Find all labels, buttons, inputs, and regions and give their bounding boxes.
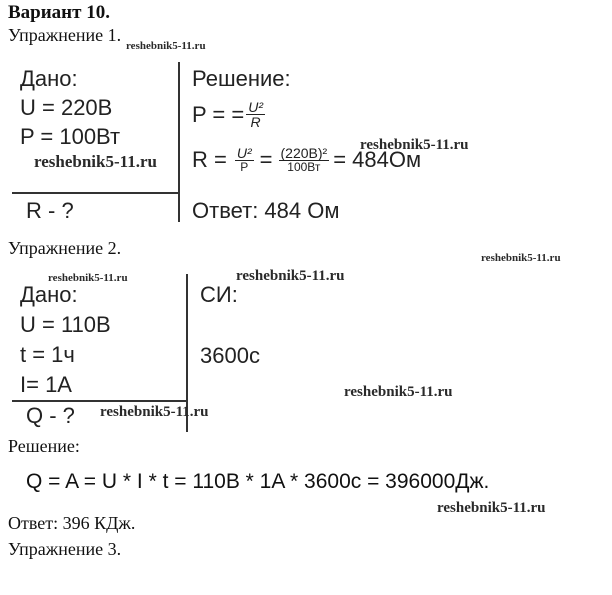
resistance-numeric-denominator: 100Вт	[287, 160, 321, 174]
answer-1: Ответ: 484 Ом	[192, 198, 340, 223]
watermark: reshebnik5-11.ru	[437, 500, 546, 516]
ex1-horizontal-divider	[12, 192, 180, 194]
exercise-1-heading: Упражнение 1.	[8, 25, 122, 45]
resistance-fraction-denominator: P	[240, 160, 249, 174]
given-time: t = 1ч	[20, 342, 75, 367]
power-fraction-numerator: U²	[248, 99, 263, 115]
solution-label-2: Решение:	[8, 436, 80, 456]
resistance-fraction-numeric	[279, 146, 330, 173]
ex1-vertical-divider	[178, 62, 180, 222]
watermark: reshebnik5-11.ru	[236, 268, 345, 284]
exercise-3-heading: Упражнение 3.	[8, 539, 122, 559]
given-current: I= 1А	[20, 372, 72, 397]
watermark: reshebnik5-11.ru	[34, 152, 157, 171]
si-time-value: 3600с	[200, 343, 260, 368]
watermark: reshebnik5-11.ru	[100, 404, 209, 420]
resistance-fraction-numerator: U²	[236, 145, 252, 161]
watermark: reshebnik5-11.ru	[360, 137, 469, 153]
si-label: СИ:	[200, 282, 238, 307]
find-resistance: R - ?	[26, 198, 74, 223]
resistance-formula	[192, 146, 421, 173]
resistance-result: = 484Ом	[333, 146, 422, 172]
power-fraction	[246, 100, 265, 129]
page-title: Вариант 10.	[8, 2, 110, 23]
answer-2: Ответ: 396 КДж.	[8, 513, 136, 533]
exercise-2-heading: Упражнение 2.	[8, 238, 122, 258]
ex2-horizontal-divider	[12, 400, 188, 402]
given-power: P = 100Вт	[20, 124, 121, 149]
watermark: reshebnik5-11.ru	[481, 252, 561, 264]
power-fraction-denominator: R	[250, 114, 261, 130]
heat-formula: Q = A = U * I * t = 110В * 1A * 3600с = 396000Дж.	[26, 470, 490, 493]
given-voltage: U = 220В	[20, 95, 113, 120]
resistance-numeric-numerator: (220В)²	[280, 145, 328, 161]
watermark: reshebnik5-11.ru	[48, 272, 128, 284]
given-voltage-2: U = 110В	[20, 312, 111, 337]
resistance-fraction-symbolic	[235, 146, 254, 173]
solution-label: Решение:	[192, 66, 291, 91]
given-label: Дано:	[20, 66, 78, 91]
given-label-2: Дано:	[20, 282, 78, 307]
equals-sign: =	[259, 146, 273, 172]
watermark: reshebnik5-11.ru	[344, 384, 453, 400]
power-formula	[192, 100, 267, 129]
watermark: reshebnik5-11.ru	[126, 40, 206, 52]
find-heat: Q - ?	[26, 403, 75, 428]
resistance-formula-lhs: R =	[192, 146, 227, 172]
power-formula-lhs: P = =	[192, 101, 245, 127]
